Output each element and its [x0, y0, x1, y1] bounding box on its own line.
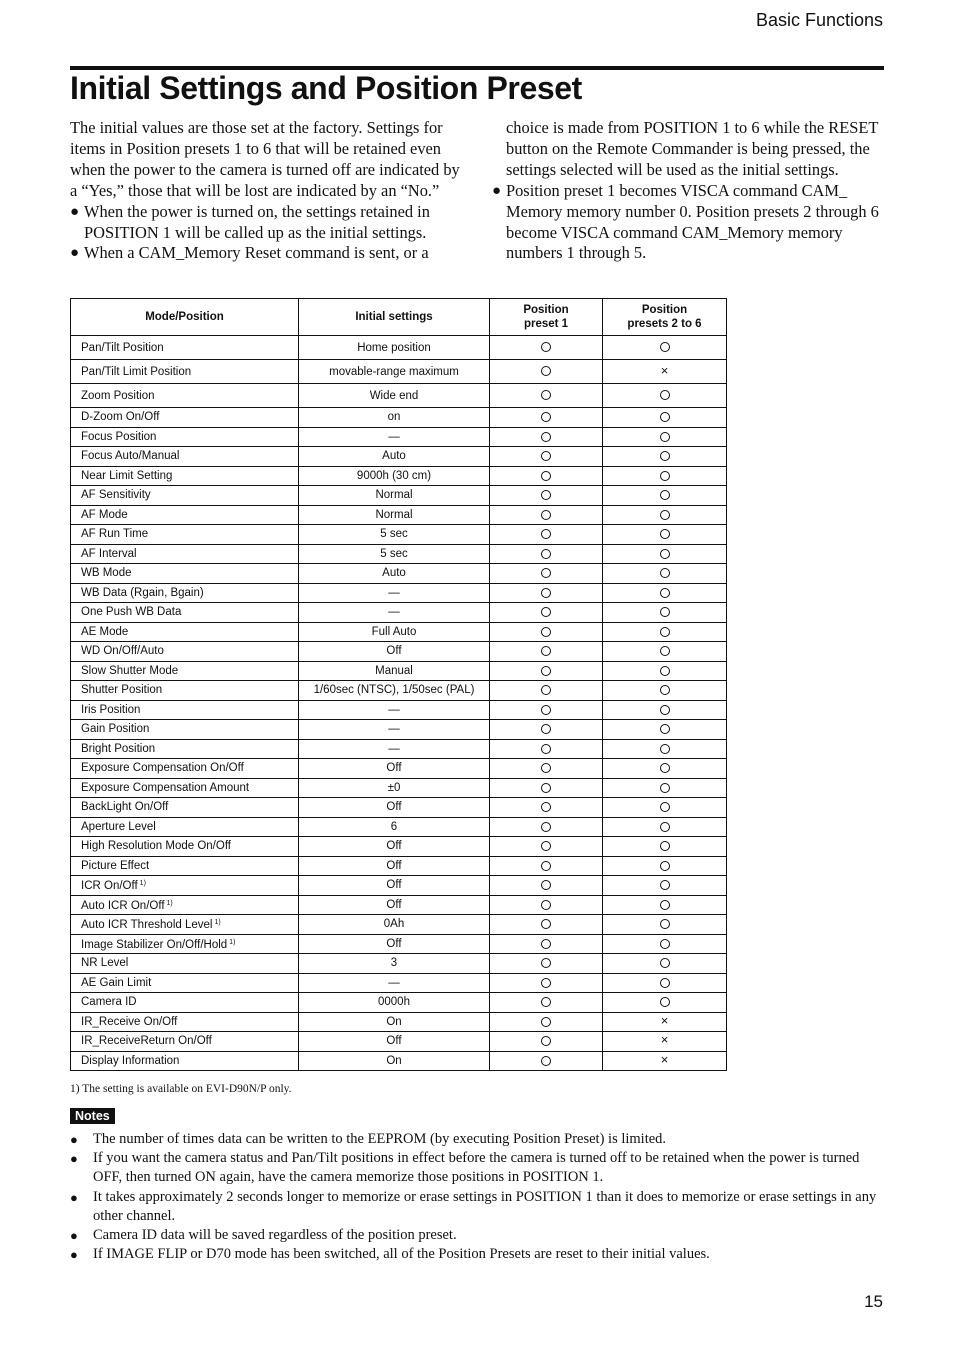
- cell-position-presets-2-6: [603, 798, 727, 818]
- cell-position-preset-1: [490, 408, 603, 428]
- table-row: [71, 603, 727, 623]
- lost-cross-icon: ×: [660, 362, 669, 378]
- retained-circle-icon: [541, 568, 551, 578]
- cell-initial-setting: —: [299, 720, 490, 740]
- cell-position-preset-1: [490, 583, 603, 603]
- cell-position-presets-2-6: [603, 837, 727, 857]
- bullet-icon: ●: [70, 1189, 78, 1205]
- cell-initial-setting: Off: [299, 1032, 490, 1052]
- retained-circle-icon: [660, 997, 670, 1007]
- cell-position-presets-2-6: [603, 993, 727, 1013]
- retained-circle-icon: [660, 705, 670, 715]
- bullet-icon: ●: [70, 1247, 78, 1263]
- cell-position-presets-2-6: [603, 856, 727, 876]
- cell-position-preset-1: [490, 642, 603, 662]
- bullet-icon: ●: [70, 1228, 78, 1244]
- table-body: [71, 336, 727, 1071]
- retained-circle-icon: [541, 607, 551, 617]
- retained-circle-icon: [541, 841, 551, 851]
- cell-initial-setting: 6: [299, 817, 490, 837]
- cell-position-preset-1: [490, 525, 603, 545]
- cell-initial-setting: Full Auto: [299, 622, 490, 642]
- cell-position-presets-2-6: [603, 778, 727, 798]
- retained-circle-icon: [660, 471, 670, 481]
- cell-mode: Zoom Position: [71, 384, 299, 408]
- section-label: Basic Functions: [755, 10, 883, 30]
- retained-circle-icon: [541, 939, 551, 949]
- cell-mode: AE Mode: [71, 622, 299, 642]
- cell-mode: Picture Effect: [71, 856, 299, 876]
- cell-initial-setting: —: [299, 700, 490, 720]
- cell-position-presets-2-6: [603, 336, 727, 360]
- table-row: [71, 408, 727, 428]
- intro-paragraph: The initial values are those set at the factory. Settings for items in Position presets 1 to 6 that will be retained even when the power to the camera is turned off are indicated by a “Yes,” those that will be lost are indicated by an “No.”: [70, 118, 460, 200]
- cell-position-presets-2-6: [603, 681, 727, 701]
- cell-position-presets-2-6: [603, 915, 727, 935]
- retained-circle-icon: [660, 490, 670, 500]
- table-row: [71, 720, 727, 740]
- cell-position-preset-1: [490, 486, 603, 506]
- cell-mode: One Push WB Data: [71, 603, 299, 623]
- table-row: [71, 778, 727, 798]
- intro-right-column: [492, 118, 884, 264]
- retained-circle-icon: [660, 568, 670, 578]
- lost-cross-icon: ×: [660, 1012, 669, 1028]
- retained-circle-icon: [541, 646, 551, 656]
- table-row: [71, 642, 727, 662]
- cell-mode: Exposure Compensation On/Off: [71, 759, 299, 779]
- cell-position-presets-2-6: [603, 603, 727, 623]
- cell-position-presets-2-6: [603, 954, 727, 974]
- table-row: [71, 934, 727, 954]
- cell-mode: AF Sensitivity: [71, 486, 299, 506]
- retained-circle-icon: [660, 342, 670, 352]
- retained-circle-icon: [541, 490, 551, 500]
- retained-circle-icon: [660, 432, 670, 442]
- retained-circle-icon: [541, 783, 551, 793]
- cell-position-preset-1: [490, 973, 603, 993]
- cell-initial-setting: Auto: [299, 447, 490, 467]
- cell-position-presets-2-6: [603, 564, 727, 584]
- header-position-presets-2-6: Position presets 2 to 6: [603, 299, 727, 336]
- retained-circle-icon: [660, 822, 670, 832]
- retained-circle-icon: [541, 510, 551, 520]
- note-item: ● Camera ID data will be saved regardless of the position preset.: [70, 1226, 884, 1245]
- retained-circle-icon: [541, 978, 551, 988]
- cell-initial-setting: 9000h (30 cm): [299, 466, 490, 486]
- cell-position-preset-1: [490, 622, 603, 642]
- retained-circle-icon: [541, 627, 551, 637]
- retained-circle-icon: [541, 705, 551, 715]
- retained-circle-icon: [541, 958, 551, 968]
- table-row: [71, 1012, 727, 1032]
- cell-mode: Gain Position: [71, 720, 299, 740]
- cell-position-presets-2-6: [603, 408, 727, 428]
- retained-circle-icon: [660, 510, 670, 520]
- cell-position-preset-1: [490, 739, 603, 759]
- retained-circle-icon: [541, 997, 551, 1007]
- cell-position-presets-2-6: [603, 895, 727, 915]
- note-item: ● If you want the camera status and Pan/Tilt positions in effect before the camera is turned off to be retained when the power is turned OFF, then turned ON again, have the camera memorize those positions in POSITION 1.: [70, 1150, 860, 1186]
- cell-initial-setting: —: [299, 973, 490, 993]
- cell-mode: Exposure Compensation Amount: [71, 778, 299, 798]
- cell-initial-setting: 5 sec: [299, 525, 490, 545]
- table-row: [71, 583, 727, 603]
- table-row: [71, 915, 727, 935]
- retained-circle-icon: [660, 529, 670, 539]
- cell-initial-setting: 0000h: [299, 993, 490, 1013]
- cell-initial-setting: —: [299, 427, 490, 447]
- cell-initial-setting: Off: [299, 759, 490, 779]
- table-row: [71, 759, 727, 779]
- retained-circle-icon: [541, 685, 551, 695]
- notes-badge: Notes: [70, 1108, 115, 1124]
- cell-mode: Display Information: [71, 1051, 299, 1071]
- cell-initial-setting: —: [299, 583, 490, 603]
- cell-position-preset-1: [490, 1012, 603, 1032]
- table-row: [71, 1032, 727, 1052]
- cell-position-presets-2-6: [603, 1051, 727, 1071]
- table-row: [71, 700, 727, 720]
- cell-mode: Bright Position: [71, 739, 299, 759]
- cell-mode: AF Run Time: [71, 525, 299, 545]
- cell-position-presets-2-6: [603, 525, 727, 545]
- cell-initial-setting: 0Ah: [299, 915, 490, 935]
- cell-initial-setting: movable-range maximum: [299, 360, 490, 384]
- retained-circle-icon: [660, 919, 670, 929]
- intro-bullet: ● When the power is turned on, the settings retained in POSITION 1 will be called up as the initial settings.: [70, 201, 430, 242]
- cell-mode: WB Mode: [71, 564, 299, 584]
- retained-circle-icon: [660, 958, 670, 968]
- cell-mode: Focus Auto/Manual: [71, 447, 299, 467]
- cell-position-presets-2-6: [603, 622, 727, 642]
- cell-position-preset-1: [490, 993, 603, 1013]
- retained-circle-icon: [660, 783, 670, 793]
- table-row: [71, 336, 727, 360]
- retained-circle-icon: [541, 802, 551, 812]
- retained-circle-icon: [660, 841, 670, 851]
- cell-mode: Focus Position: [71, 427, 299, 447]
- cell-position-preset-1: [490, 876, 603, 896]
- retained-circle-icon: [541, 549, 551, 559]
- table-row: [71, 993, 727, 1013]
- cell-mode: Iris Position: [71, 700, 299, 720]
- cell-position-preset-1: [490, 336, 603, 360]
- retained-circle-icon: [660, 390, 670, 400]
- cell-mode: AF Mode: [71, 505, 299, 525]
- cell-position-presets-2-6: [603, 973, 727, 993]
- cell-mode: Near Limit Setting: [71, 466, 299, 486]
- cell-position-presets-2-6: [603, 466, 727, 486]
- header-initial-settings: Initial settings: [299, 299, 490, 336]
- cell-position-presets-2-6: [603, 739, 727, 759]
- cell-mode: High Resolution Mode On/Off: [71, 837, 299, 857]
- cell-position-presets-2-6: [603, 447, 727, 467]
- note-item: ● The number of times data can be written to the EEPROM (by executing Position Preset) is limited.: [70, 1130, 884, 1149]
- retained-circle-icon: [541, 342, 551, 352]
- cell-initial-setting: Off: [299, 895, 490, 915]
- table-row: [71, 466, 727, 486]
- cell-position-preset-1: [490, 661, 603, 681]
- table-row: [71, 837, 727, 857]
- retained-circle-icon: [541, 822, 551, 832]
- cell-position-preset-1: [490, 856, 603, 876]
- cell-position-presets-2-6: [603, 642, 727, 662]
- retained-circle-icon: [660, 880, 670, 890]
- cell-mode: Pan/Tilt Limit Position: [71, 360, 299, 384]
- footnote-marker: 1): [139, 880, 146, 888]
- retained-circle-icon: [660, 588, 670, 598]
- cell-position-presets-2-6: [603, 1012, 727, 1032]
- cell-initial-setting: Home position: [299, 336, 490, 360]
- header-mode-position: Mode/Position: [71, 299, 299, 336]
- retained-circle-icon: [541, 861, 551, 871]
- retained-circle-icon: [541, 744, 551, 754]
- retained-circle-icon: [541, 1036, 551, 1046]
- cell-position-preset-1: [490, 720, 603, 740]
- retained-circle-icon: [660, 861, 670, 871]
- retained-circle-icon: [541, 880, 551, 890]
- cell-mode: BackLight On/Off: [71, 798, 299, 818]
- retained-circle-icon: [660, 451, 670, 461]
- note-item: ● If IMAGE FLIP or D70 mode has been switched, all of the Position Presets are reset to their initial values.: [70, 1245, 884, 1264]
- bullet-icon: ●: [70, 245, 80, 262]
- cell-position-preset-1: [490, 798, 603, 818]
- table-row: [71, 1051, 727, 1071]
- footnote: 1) The setting is available on EVI-D90N/P only.: [70, 1083, 292, 1095]
- table-row: [71, 447, 727, 467]
- cell-mode: AF Interval: [71, 544, 299, 564]
- cell-mode: IR_Receive On/Off: [71, 1012, 299, 1032]
- page-number: 15: [864, 1292, 883, 1311]
- cell-initial-setting: Off: [299, 876, 490, 896]
- cell-initial-setting: 3: [299, 954, 490, 974]
- cell-position-preset-1: [490, 603, 603, 623]
- cell-position-preset-1: [490, 681, 603, 701]
- cell-position-preset-1: [490, 384, 603, 408]
- retained-circle-icon: [660, 978, 670, 988]
- cell-position-preset-1: [490, 759, 603, 779]
- cell-position-preset-1: [490, 817, 603, 837]
- cell-mode: IR_ReceiveReturn On/Off: [71, 1032, 299, 1052]
- retained-circle-icon: [541, 919, 551, 929]
- cell-mode: ICR On/Off $^{1)}$: [71, 876, 299, 896]
- cell-position-presets-2-6: [603, 384, 727, 408]
- retained-circle-icon: [541, 1017, 551, 1027]
- cell-position-presets-2-6: [603, 700, 727, 720]
- cell-position-presets-2-6: [603, 661, 727, 681]
- cell-position-preset-1: [490, 1032, 603, 1052]
- cell-position-preset-1: [490, 954, 603, 974]
- retained-circle-icon: [541, 412, 551, 422]
- cell-position-presets-2-6: [603, 934, 727, 954]
- cell-position-preset-1: [490, 934, 603, 954]
- table-row: [71, 876, 727, 896]
- cell-position-presets-2-6: [603, 583, 727, 603]
- table-row: [71, 798, 727, 818]
- intro-bullet-continuation: choice is made from POSITION 1 to 6 while the RESET button on the Remote Commander is being pressed, the settings selected will be used as the initial settings.: [506, 118, 879, 179]
- retained-circle-icon: [660, 763, 670, 773]
- cell-position-preset-1: [490, 778, 603, 798]
- cell-position-presets-2-6: [603, 505, 727, 525]
- cell-initial-setting: Wide end: [299, 384, 490, 408]
- note-item: ● It takes approximately 2 seconds longer to memorize or erase settings in POSITION 1 than it does to memorize or erase settings in any other channel.: [70, 1188, 877, 1224]
- cell-mode: Shutter Position: [71, 681, 299, 701]
- retained-circle-icon: [660, 666, 670, 676]
- table-row: [71, 954, 727, 974]
- cell-initial-setting: Normal: [299, 505, 490, 525]
- retained-circle-icon: [660, 685, 670, 695]
- cell-mode: Image Stabilizer On/Off/Hold $^{1)}$: [71, 934, 299, 954]
- retained-circle-icon: [660, 744, 670, 754]
- cell-position-presets-2-6: [603, 427, 727, 447]
- retained-circle-icon: [541, 366, 551, 376]
- cell-mode: Camera ID: [71, 993, 299, 1013]
- table-header-row: [71, 299, 727, 336]
- cell-position-presets-2-6: [603, 759, 727, 779]
- cell-initial-setting: On: [299, 1012, 490, 1032]
- cell-initial-setting: Off: [299, 934, 490, 954]
- header-position-preset-1: Position preset 1: [490, 299, 603, 336]
- cell-position-preset-1: [490, 700, 603, 720]
- cell-position-preset-1: [490, 837, 603, 857]
- intro-bullet: ● When a CAM_Memory Reset command is sent, or a: [70, 243, 429, 263]
- retained-circle-icon: [660, 724, 670, 734]
- retained-circle-icon: [541, 588, 551, 598]
- cell-position-presets-2-6: [603, 1032, 727, 1052]
- cell-initial-setting: Normal: [299, 486, 490, 506]
- retained-circle-icon: [541, 900, 551, 910]
- cell-initial-setting: Off: [299, 856, 490, 876]
- table-row: [71, 622, 727, 642]
- table-row: [71, 360, 727, 384]
- cell-mode: Slow Shutter Mode: [71, 661, 299, 681]
- retained-circle-icon: [541, 724, 551, 734]
- table-row: [71, 681, 727, 701]
- retained-circle-icon: [660, 412, 670, 422]
- cell-mode: Auto ICR Threshold Level $^{1)}$: [71, 915, 299, 935]
- footnote-marker: 1): [229, 938, 236, 946]
- retained-circle-icon: [660, 939, 670, 949]
- table-row: [71, 661, 727, 681]
- cell-initial-setting: —: [299, 739, 490, 759]
- retained-circle-icon: [541, 763, 551, 773]
- bullet-icon: ●: [70, 1151, 78, 1167]
- page-title: Initial Settings and Position Preset: [70, 70, 582, 106]
- retained-circle-icon: [541, 529, 551, 539]
- notes-list: [70, 1130, 884, 1264]
- retained-circle-icon: [660, 627, 670, 637]
- cell-initial-setting: Manual: [299, 661, 490, 681]
- cell-position-preset-1: [490, 427, 603, 447]
- lost-cross-icon: ×: [660, 1032, 669, 1048]
- table-row: [71, 895, 727, 915]
- table-row: [71, 973, 727, 993]
- retained-circle-icon: [541, 432, 551, 442]
- cell-position-preset-1: [490, 466, 603, 486]
- retained-circle-icon: [660, 802, 670, 812]
- table-row: [71, 486, 727, 506]
- footnote-marker: 1): [166, 899, 173, 907]
- intro-left-column: [70, 118, 462, 264]
- table-row: [71, 856, 727, 876]
- cell-position-preset-1: [490, 895, 603, 915]
- cell-initial-setting: 5 sec: [299, 544, 490, 564]
- cell-position-preset-1: [490, 360, 603, 384]
- bullet-icon: ●: [492, 182, 502, 199]
- bullet-icon: ●: [70, 203, 80, 220]
- cell-position-presets-2-6: [603, 486, 727, 506]
- settings-table: [70, 298, 727, 1071]
- footnote-marker: 1): [214, 919, 221, 927]
- cell-mode: Auto ICR On/Off $^{1)}$: [71, 895, 299, 915]
- table-row: [71, 505, 727, 525]
- cell-position-preset-1: [490, 915, 603, 935]
- table-row: [71, 525, 727, 545]
- cell-initial-setting: ±0: [299, 778, 490, 798]
- cell-position-presets-2-6: [603, 544, 727, 564]
- cell-position-presets-2-6: [603, 720, 727, 740]
- retained-circle-icon: [541, 451, 551, 461]
- cell-mode: WB Data (Rgain, Bgain): [71, 583, 299, 603]
- cell-initial-setting: On: [299, 1051, 490, 1071]
- cell-position-preset-1: [490, 447, 603, 467]
- retained-circle-icon: [541, 471, 551, 481]
- cell-initial-setting: on: [299, 408, 490, 428]
- cell-mode: NR Level: [71, 954, 299, 974]
- retained-circle-icon: [541, 390, 551, 400]
- cell-initial-setting: Off: [299, 642, 490, 662]
- cell-initial-setting: Auto: [299, 564, 490, 584]
- cell-position-presets-2-6: [603, 817, 727, 837]
- bullet-icon: ●: [70, 1132, 78, 1147]
- cell-initial-setting: Off: [299, 837, 490, 857]
- table-row: [71, 739, 727, 759]
- cell-mode: AE Gain Limit: [71, 973, 299, 993]
- table-row: [71, 564, 727, 584]
- retained-circle-icon: [660, 646, 670, 656]
- cell-position-preset-1: [490, 564, 603, 584]
- intro-bullet: ● Position preset 1 becomes VISCA command CAM_ Memory memory number 0. Position presets 2 through 6 become VISCA command CAM_Memory memory numbers 1 through 5.: [492, 180, 879, 263]
- lost-cross-icon: ×: [660, 1051, 669, 1067]
- cell-mode: WD On/Off/Auto: [71, 642, 299, 662]
- retained-circle-icon: [660, 900, 670, 910]
- retained-circle-icon: [541, 1056, 551, 1066]
- cell-initial-setting: —: [299, 603, 490, 623]
- cell-position-presets-2-6: [603, 360, 727, 384]
- table-row: [71, 384, 727, 408]
- cell-mode: D-Zoom On/Off: [71, 408, 299, 428]
- retained-circle-icon: [660, 549, 670, 559]
- cell-position-preset-1: [490, 1051, 603, 1071]
- cell-initial-setting: 1/60sec (NTSC), 1/50sec (PAL): [299, 681, 490, 701]
- table-row: [71, 427, 727, 447]
- table-row: [71, 544, 727, 564]
- cell-position-preset-1: [490, 505, 603, 525]
- table-row: [71, 817, 727, 837]
- cell-mode: Pan/Tilt Position: [71, 336, 299, 360]
- cell-mode: Aperture Level: [71, 817, 299, 837]
- retained-circle-icon: [660, 607, 670, 617]
- cell-position-presets-2-6: [603, 876, 727, 896]
- retained-circle-icon: [541, 666, 551, 676]
- cell-position-preset-1: [490, 544, 603, 564]
- cell-initial-setting: Off: [299, 798, 490, 818]
